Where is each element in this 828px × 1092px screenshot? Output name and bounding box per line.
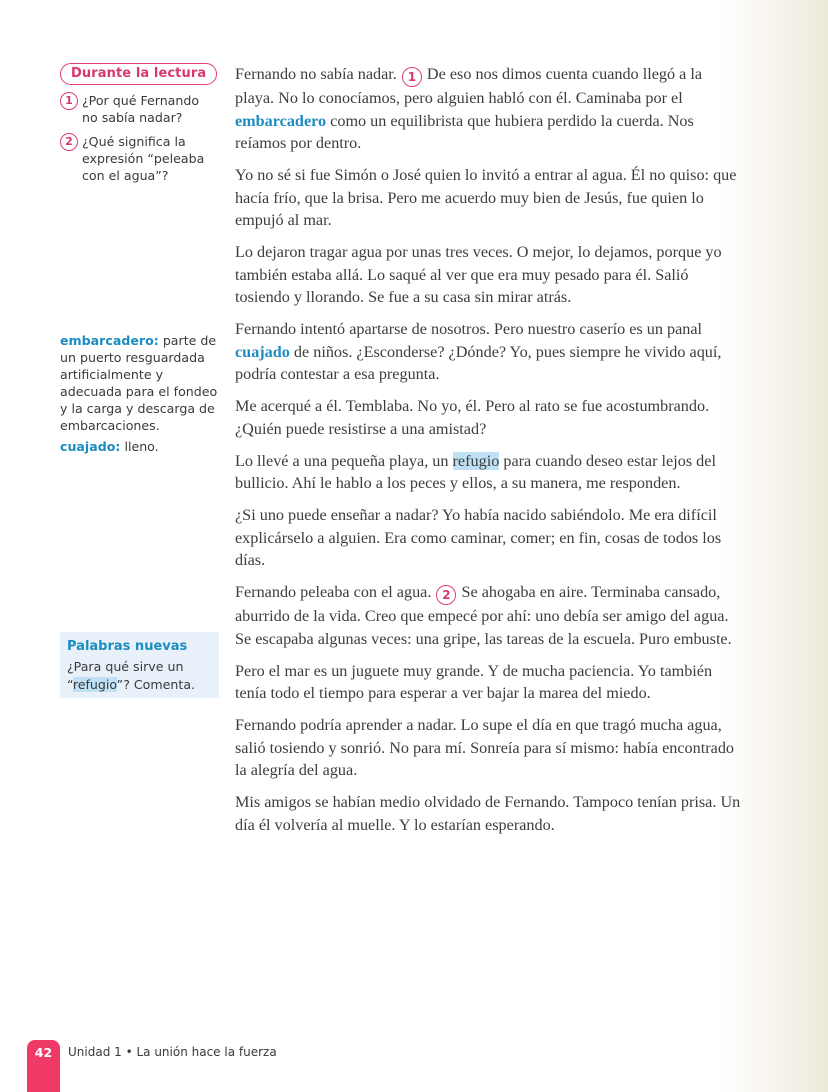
prompt-text: ¿Para qué sirve un “	[67, 659, 184, 692]
text-run: Fernando no sabía nadar.	[235, 65, 401, 83]
question-item	[60, 92, 218, 126]
paragraph: Mis amigos se habían medio olvidado de Fernando. Tampoco tenían prisa. Un día él volvería al muelle. Y lo estarían esperando.	[235, 793, 741, 834]
paragraph: ¿Si uno puede enseñar a nadar? Yo había nacido sabiéndolo. Me era difícil explicárselo a alguien. Era como caminar, comer; en fin, cosas de todos los días.	[235, 506, 722, 569]
question-text: ¿Qué significa la expresión “peleaba con el agua”?	[82, 134, 205, 183]
text-run: de niños. ¿Esconderse? ¿Dónde? Yo, pues siempre he vivido aquí, podría contestar a esa pregunta.	[235, 342, 722, 383]
highlighted-word: refugio	[452, 451, 500, 470]
page-number-tab: 42	[27, 1040, 60, 1092]
new-words-prompt	[67, 658, 219, 694]
text-run: Lo llevé a una pequeña playa, un	[235, 451, 453, 470]
text-run: Se ahogaba en aire. Terminaba cansado, aburrido de la vida. Creo que empecé por ahí: uno debía ser amigo del agua. Se escapaba algunas veces: una gripe, las tareas de la escuela. Puro embuste.	[235, 583, 732, 648]
prompt-text: ”? Comenta.	[116, 677, 196, 692]
text-run: Fernando intentó apartarse de nosotros. Pero nuestro caserío es un panal	[235, 320, 703, 338]
paragraph: Lo dejaron tragar agua por unas tres veces. O mejor, lo dejamos, porque yo también estaba allá. Lo saqué al ver que era muy pesado para él. Salió tosiendo y llorando. Se fue a su casa sin mirar atrás.	[235, 243, 722, 306]
glossary	[60, 332, 218, 459]
paragraph	[235, 63, 745, 155]
story-body	[235, 63, 745, 846]
text-run: Fernando peleaba con el agua.	[235, 583, 436, 601]
glossary-term: cuajado:	[60, 439, 121, 454]
paragraph: Pero el mar es un juguete muy grande. Y de mucha paciencia. Yo también tenía todo el tiempo para esperar a ver bajar la marea del miedo.	[235, 661, 713, 702]
text-run: como un equilibrista que hubiera perdido la cuerda. Nos reíamos por dentro.	[235, 111, 694, 152]
number-1-badge-icon: 1	[60, 92, 78, 110]
highlighted-word: refugio	[72, 677, 117, 692]
paragraph	[235, 581, 745, 650]
paragraph	[235, 318, 745, 386]
glossary-keyword: embarcadero	[235, 111, 327, 130]
paragraph	[235, 450, 745, 495]
glossary-definition: parte de un puerto resguardada artificialmente y adecuada para el fondeo y la carga y descarga de embarcaciones.	[60, 333, 218, 433]
question-item	[60, 133, 218, 184]
new-words-title: Palabras nuevas	[67, 639, 188, 654]
new-words-box	[60, 632, 219, 698]
number-2-marker-icon: 2	[436, 585, 456, 605]
page-footer	[0, 1040, 400, 1084]
paragraph: Yo no sé si fue Simón o José quien lo invitó a entrar al agua. Él no quiso: que hacía frío, que la brisa. Pero me acuerdo muy bien de Jesús, fue quien lo empujó al mar.	[235, 166, 737, 229]
number-1-marker-icon: 1	[402, 67, 422, 87]
number-2-badge-icon: 2	[60, 133, 78, 151]
section-heading-durante-la-lectura: Durante la lectura	[60, 63, 217, 85]
unit-title: Unidad 1 • La unión hace la fuerza	[68, 1045, 277, 1059]
glossary-term: embarcadero:	[60, 333, 159, 348]
reading-questions-panel	[60, 63, 218, 184]
text-run: para cuando deseo estar lejos del bullicio. Ahí le hablo a los peces y ellos, a su manera, me responden.	[235, 451, 716, 492]
glossary-entry	[60, 332, 218, 434]
question-text: ¿Por qué Fernando no sabía nadar?	[82, 93, 200, 125]
paragraph: Fernando podría aprender a nadar. Lo supe el día en que tragó mucha agua, salió tosiendo y sonrió. No para mí. Sonreía para sí mismo: había encontrado la alegría del agua.	[235, 716, 735, 779]
paragraph: Me acerqué a él. Temblaba. No yo, él. Pero al rato se fue acostumbrando. ¿Quién puede resistirse a una amistad?	[235, 397, 710, 438]
glossary-entry	[60, 438, 218, 455]
glossary-definition: lleno.	[120, 439, 159, 454]
glossary-keyword: cuajado	[235, 342, 290, 361]
text-run: De eso nos dimos cuenta cuando llegó a la playa. No lo conocíamos, pero alguien habló con él. Caminaba por el	[235, 65, 703, 107]
